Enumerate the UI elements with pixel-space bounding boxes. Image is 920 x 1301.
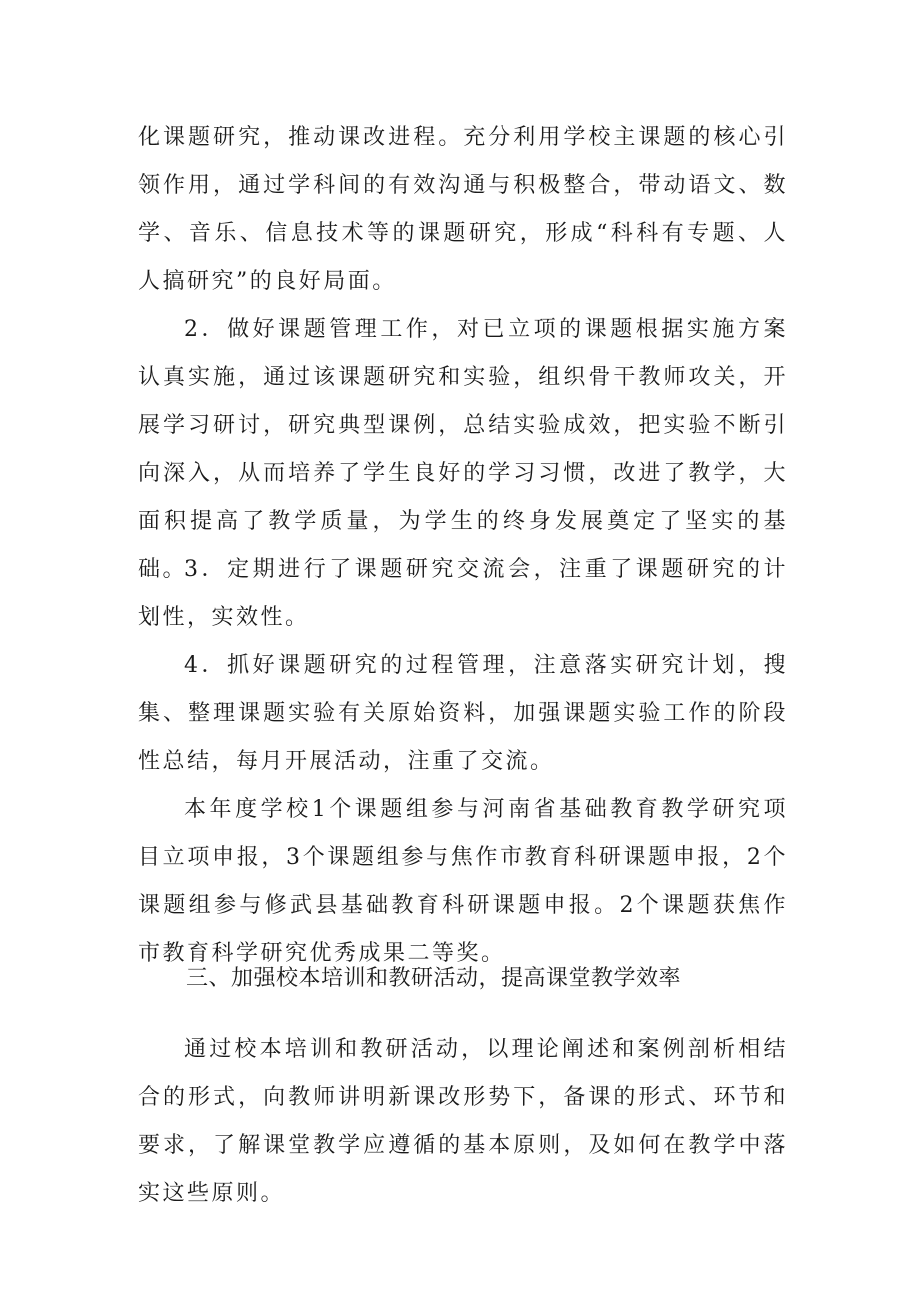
section-paragraph: 通过校本培训和教研活动，以理论阐述和案例剖析相结合的形式，向教师讲明新课改形势下，备课的形式、环节和要求，了解课堂教学应遵循的基本原则，及如何在教学中落实这些原则。 (138, 1037, 788, 1206)
paragraph-2: 2．做好课题管理工作，对已立项的课题根据实施方案认真实施，通过该课题研究和实验，组织骨干教师攻关，开展学习研讨，研究典型课例，总结实验成效，把实验不断引向深入，从而培养了学生良好的学习习惯，改进了教学，大面积提高了教学质量，为学生的终身发展奠定了坚实的基础。 (138, 317, 788, 582)
paragraph-1: 化课题研究，推动课改进程。充分利用学校主课题的核心引领作用，通过学科间的有效沟通与积极整合，带动语文、数学、音乐、信息技术等的课题研究，形成“科科有专题、人人搞研究”的良好局面。 (138, 125, 788, 294)
section-heading: 三、加强校本培训和教研活动，提高课堂教学效率 (186, 966, 682, 991)
paragraph-3: 3．定期进行了课题研究交流会，注重了课题研究的计划性，实效性。 (138, 557, 788, 630)
paragraph-5: 本年度学校1个课题组参与河南省基础教育教学研究项目立项申报，3个课题组参与焦作市教育科研课题申报，2个课题组参与修武县基础教育科研课题申报。2个课题获焦作市教育科学研究优秀成果二等奖。 (138, 797, 788, 966)
paragraph-4: 4．抓好课题研究的过程管理，注意落实研究计划，搜集、整理课题实验有关原始资料，加强课题实验工作的阶段性总结，每月开展活动，注重了交流。 (138, 653, 788, 774)
